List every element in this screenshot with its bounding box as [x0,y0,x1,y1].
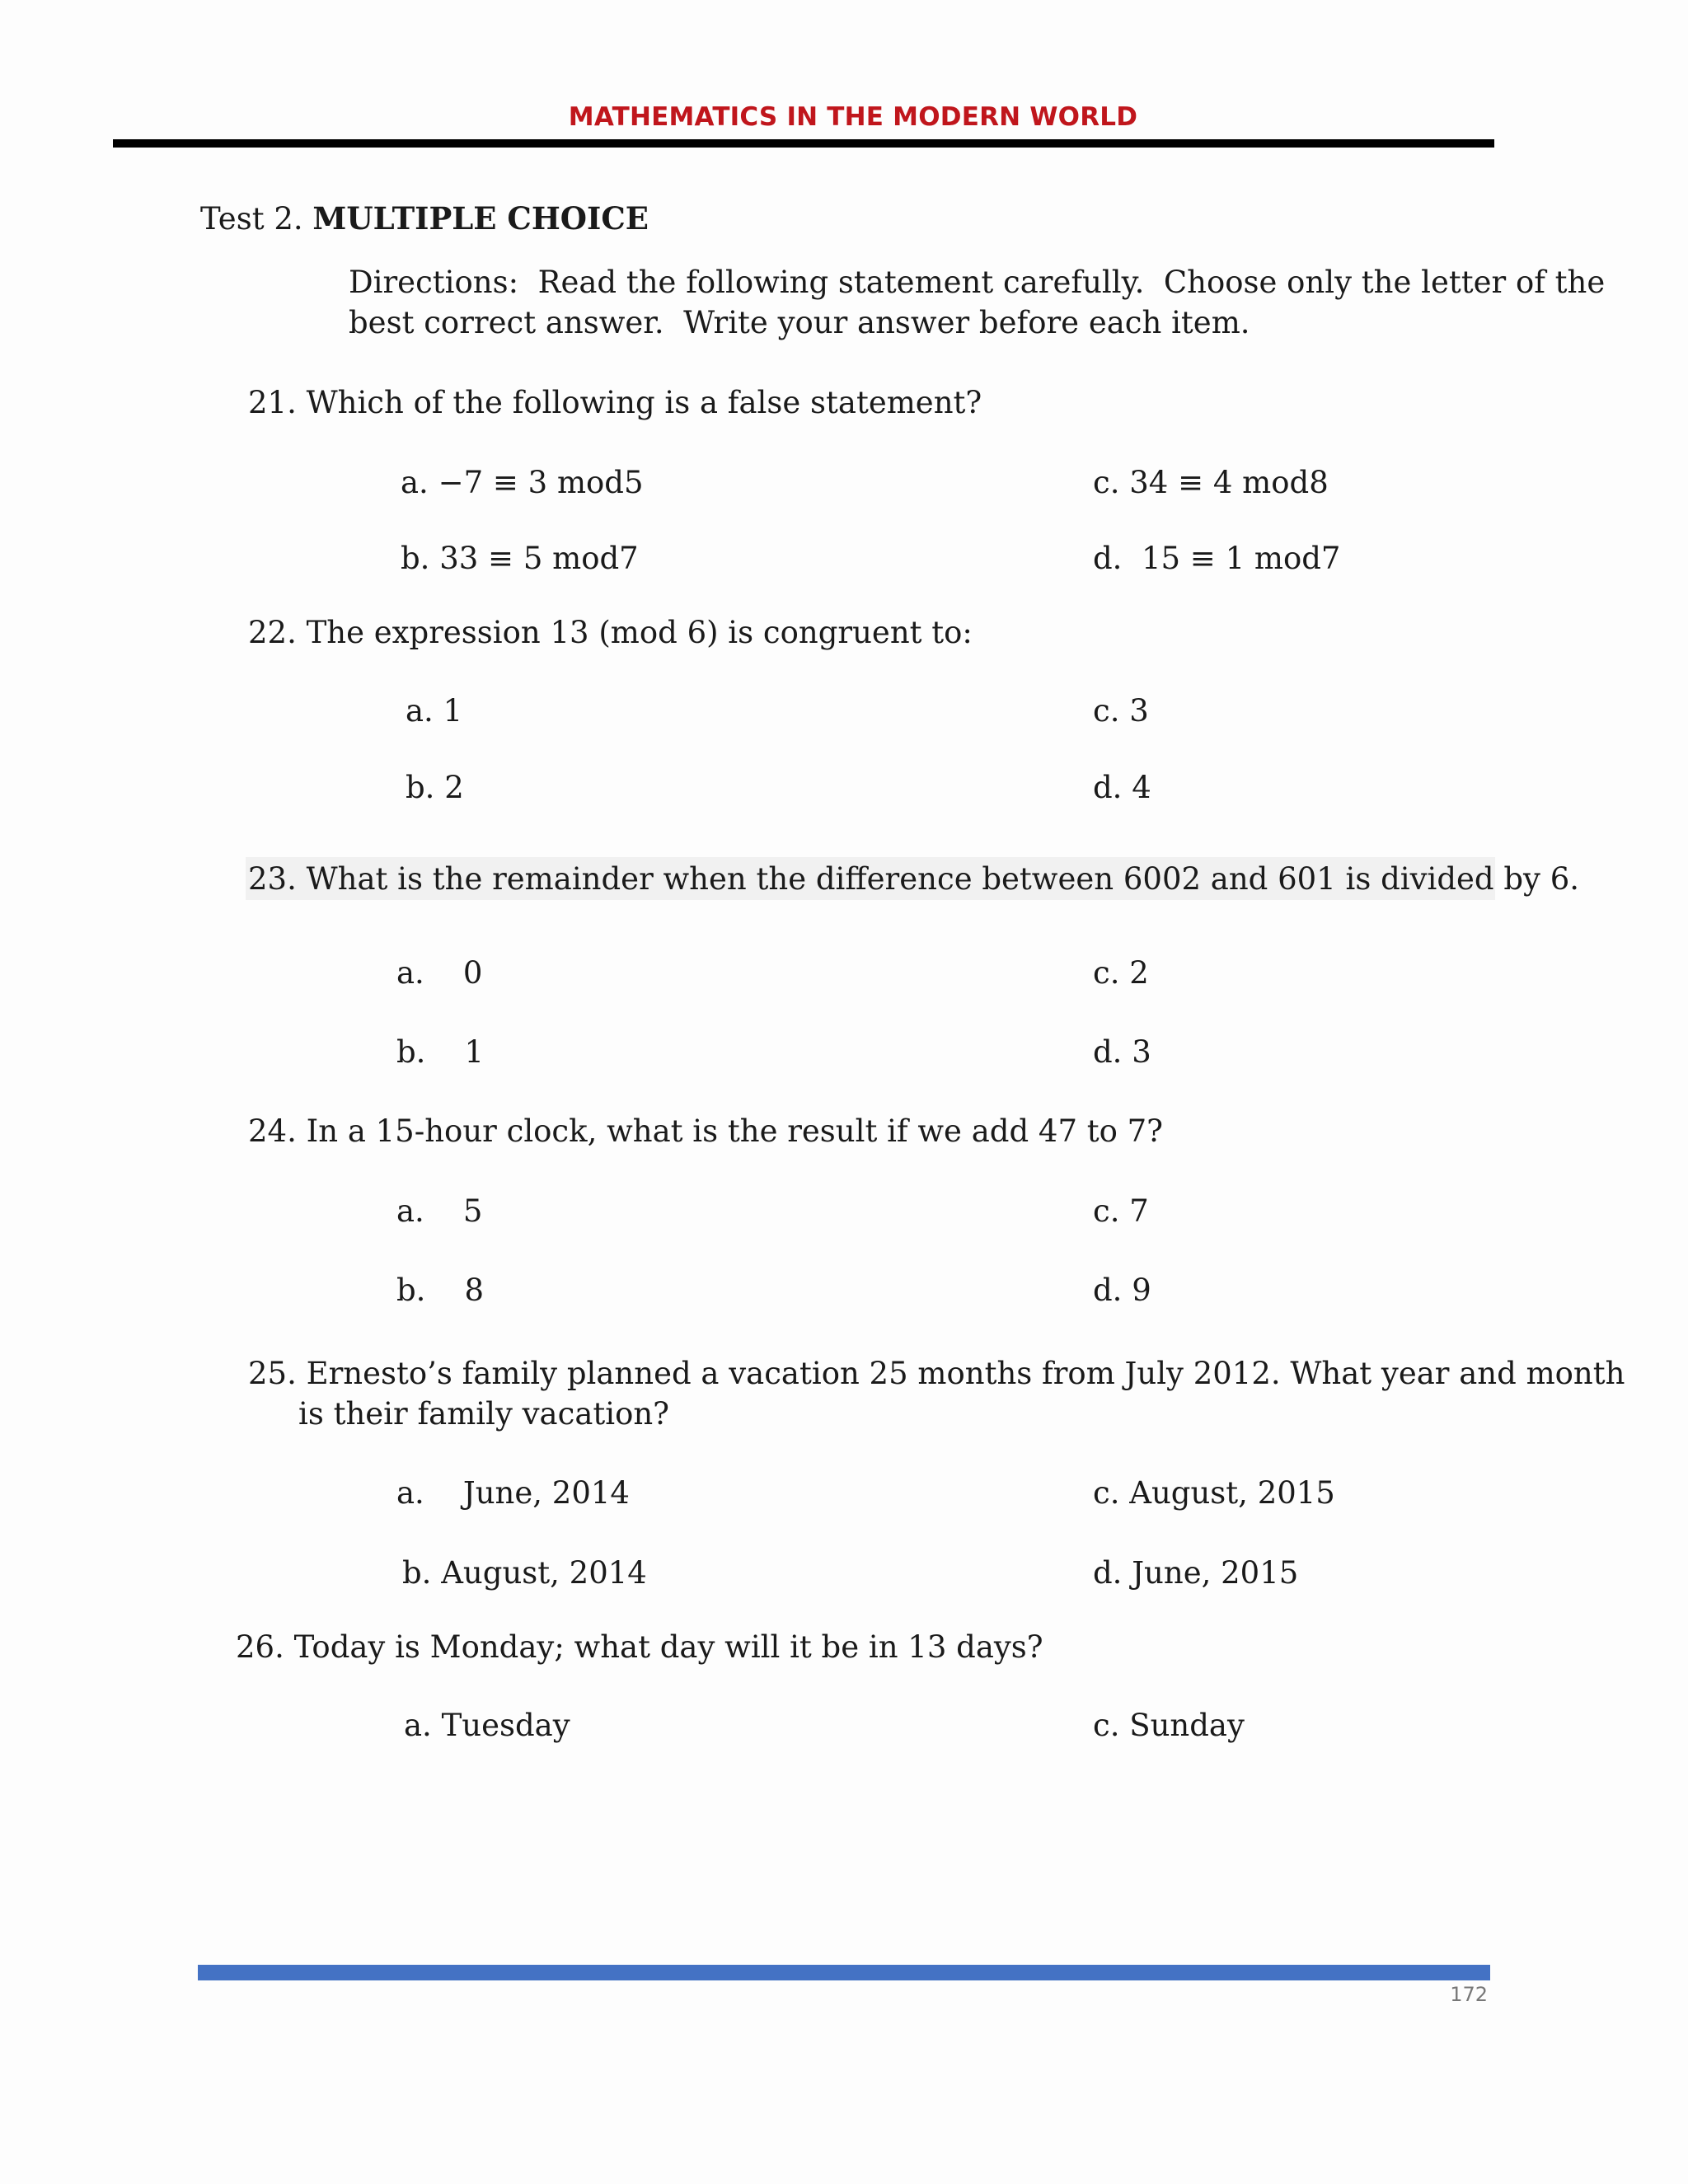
option-22-d: d. 4 [1093,770,1151,805]
test-label: Test 2. [200,201,313,237]
option-21-a: a. −7 ≡ 3 mod5 [401,465,644,500]
test-heading [200,200,649,237]
option-23-d: d. 3 [1093,1034,1151,1070]
question-number: 23. [248,861,297,897]
option-22-a: a. 1 [406,693,463,729]
option-25-b: b. August, 2014 [402,1555,647,1591]
option-21-c: c. 34 ≡ 4 mod8 [1093,465,1329,500]
test-title: MULTIPLE CHOICE [312,200,649,237]
option-24-d: d. 9 [1093,1272,1151,1308]
option-25-c: c. August, 2015 [1093,1475,1335,1511]
question-22 [248,612,973,653]
directions-line-2: best correct answer. Write your answer before each item. [349,305,1250,340]
question-number: 25. [248,1356,297,1391]
option-23-c: c. 2 [1093,955,1149,991]
option-26-c: c. Sunday [1093,1708,1245,1743]
option-21-d: d. 15 ≡ 1 mod7 [1093,541,1341,576]
option-23-a: a. 0 [396,955,483,991]
option-23-b: b. 1 [396,1034,485,1070]
question-text: The expression 13 (mod 6) is congruent to: [306,615,973,650]
question-number: 22. [248,615,297,650]
question-25 [248,1353,1625,1394]
question-number: 24. [248,1113,297,1149]
option-24-c: c. 7 [1093,1193,1149,1229]
directions [349,262,1606,343]
header-divider [113,139,1494,148]
option-25-d: d. June, 2015 [1093,1555,1299,1591]
question-23 [248,859,1579,899]
question-number: 21. [248,385,297,420]
option-22-c: c. 3 [1093,693,1149,729]
option-22-b: b. 2 [406,770,464,805]
question-text: What is the remainder when the difference between 6002 and 601 is divided by 6. [306,861,1580,897]
footer-divider [198,1965,1490,1980]
document-header-title: MATHEMATICS IN THE MODERN WORLD [568,102,1138,132]
option-26-a: a. Tuesday [404,1708,570,1743]
option-24-b: b. 8 [396,1272,485,1308]
directions-line-1: Directions: Read the following statement carefully. Choose only the letter of the [349,265,1606,300]
question-24 [248,1111,1163,1151]
question-text: Which of the following is a false statement? [306,385,982,420]
question-21 [248,382,982,423]
option-21-b: b. 33 ≡ 5 mod7 [401,541,639,576]
option-25-a: a. June, 2014 [396,1475,630,1511]
question-text: Ernesto’s family planned a vacation 25 months from July 2012. What year and month [306,1356,1625,1391]
question-25-line-2: is their family vacation? [298,1396,670,1432]
question-text: Today is Monday; what day will it be in 13 days? [293,1629,1043,1665]
question-text: In a 15-hour clock, what is the result if we add 47 to 7? [306,1113,1164,1149]
option-24-a: a. 5 [396,1193,483,1229]
question-26 [236,1627,1043,1667]
question-number: 26. [236,1629,284,1665]
page-number: 172 [1450,1983,1488,2006]
